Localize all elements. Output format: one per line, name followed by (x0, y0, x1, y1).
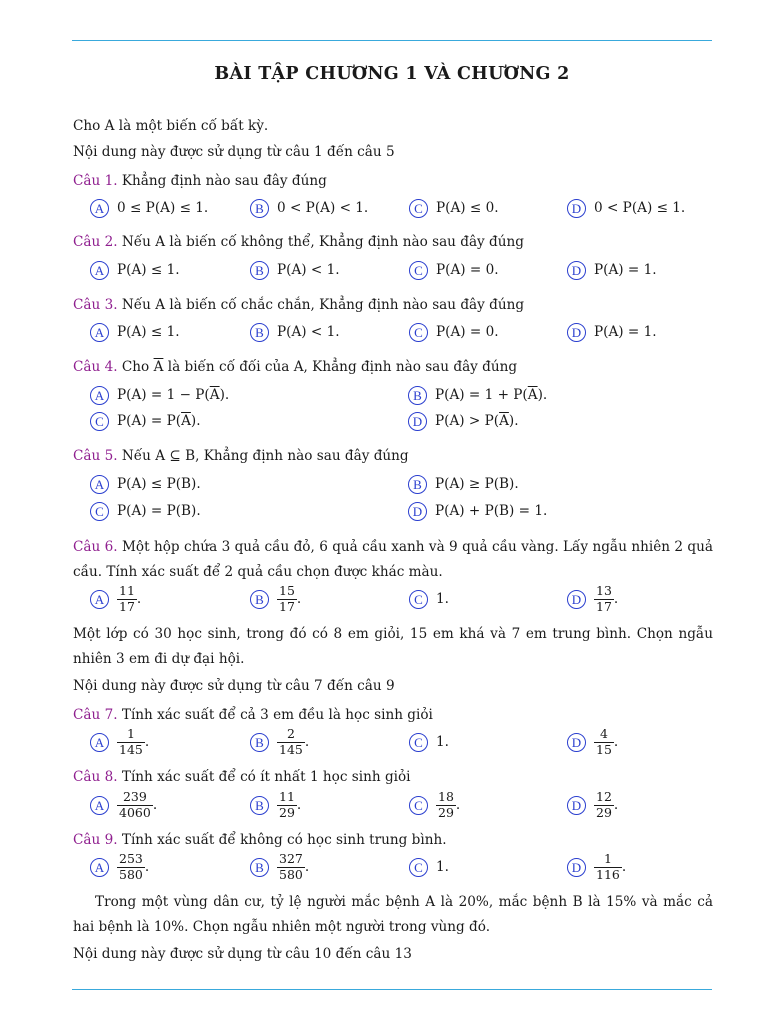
option-d-circle: D (408, 502, 427, 521)
question-8 (73, 765, 713, 790)
option-b-circle: B (250, 858, 269, 877)
fraction: $\frac{2}{145}$ (279, 726, 303, 757)
question-7 (73, 703, 713, 728)
q9-option-b[interactable]: B $\frac{327}{580}$ . (250, 853, 309, 881)
q4-option-d[interactable]: D P(A) > P( $\overline{A}$ ). (408, 407, 519, 435)
option-a-circle: A (90, 199, 109, 218)
option-a-circle: A (90, 796, 109, 815)
fraction: $\frac{11}{17}$ (119, 583, 135, 614)
q8-option-b[interactable]: B $\frac{11}{29}$ . (250, 791, 301, 819)
question-text: Tính xác suất để cả 3 em đều là học sinh giỏi (121, 707, 433, 723)
q9-option-c[interactable]: C 1. (409, 853, 449, 881)
fraction: $\frac{18}{29}$ (438, 789, 454, 820)
question-9 (73, 828, 713, 853)
q9-option-d[interactable]: D $\frac{1}{116}$ . (567, 853, 626, 881)
question-2 (73, 230, 713, 255)
q1-option-a[interactable]: A 0 ≤ P(A) ≤ 1. (90, 194, 208, 222)
q6-option-c[interactable]: C 1. (409, 585, 449, 613)
intro-2-text: Một lớp có 30 học sinh, trong đó có 8 em giỏi, 15 em khá và 7 em trung bình. Chọn ngẫu nhiên 3 em đi dự đại hội. (73, 626, 713, 667)
question-number: Câu 2. (73, 234, 118, 250)
option-c-circle: C (409, 323, 428, 342)
q2-option-d[interactable]: D P(A) = 1. (567, 256, 657, 284)
option-b-circle: B (250, 323, 269, 342)
fraction: $\frac{15}{17}$ (279, 583, 295, 614)
q5-option-c[interactable]: C P(A) = P(B). (90, 497, 201, 525)
option-d-circle: D (567, 323, 586, 342)
option-b-circle: B (250, 590, 269, 609)
option-c-circle: C (409, 796, 428, 815)
q9-option-a[interactable]: A $\frac{253}{580}$ . (90, 853, 149, 881)
option-d-circle: D (567, 261, 586, 280)
question-text: Tính xác suất để không có học sinh trung bình. (121, 832, 447, 848)
option-a-circle: A (90, 261, 109, 280)
q3-option-c[interactable]: C P(A) = 0. (409, 318, 499, 346)
fraction: $\frac{239}{4060}$ (119, 789, 151, 820)
q1-option-d[interactable]: D 0 < P(A) ≤ 1. (567, 194, 685, 222)
option-a-circle: A (90, 475, 109, 494)
option-b-circle: B (250, 261, 269, 280)
q7-option-b[interactable]: B $\frac{2}{145}$ . (250, 728, 309, 756)
intro-2-range: Nội dung này được sử dụng từ câu 7 đến câu 9 (73, 678, 395, 694)
option-d-circle: D (567, 590, 586, 609)
question-number: Câu 1. (73, 173, 118, 189)
fraction: $\frac{4}{15}$ (596, 726, 612, 757)
q6-option-d[interactable]: D $\frac{13}{17}$ . (567, 585, 618, 613)
option-c-circle: C (90, 412, 109, 431)
q4-option-c[interactable]: C P(A) = P( $\overline{A}$ ). (90, 407, 201, 435)
fraction: $\frac{1}{116}$ (596, 851, 620, 882)
fraction: $\frac{13}{17}$ (596, 583, 612, 614)
option-b-circle: B (408, 475, 427, 494)
question-number: Câu 4. (73, 359, 118, 375)
intro-line-2: Nội dung này được sử dụng từ câu 1 đến câu 5 (73, 144, 395, 160)
q3-option-b[interactable]: B P(A) < 1. (250, 318, 340, 346)
q1-option-c[interactable]: C P(A) ≤ 0. (409, 194, 499, 222)
fraction: $\frac{1}{145}$ (119, 726, 143, 757)
question-number: Câu 3. (73, 297, 118, 313)
question-number: Câu 5. (73, 448, 118, 464)
question-text: Nếu A là biến cố không thể, Khẳng định nào sau đây đúng (121, 234, 524, 250)
page-title: BÀI TẬP CHƯƠNG 1 VÀ CHƯƠNG 2 (214, 64, 570, 84)
option-c-circle: C (409, 199, 428, 218)
q2-option-b[interactable]: B P(A) < 1. (250, 256, 340, 284)
question-4: Câu 4. Cho $\overline{A}$ là biến cố đối của A, Khẳng định nào sau đây đúng (73, 359, 518, 375)
intro-3-text: Trong một vùng dân cư, tỷ lệ người mắc bệnh A là 20%, mắc bệnh B là 15% và mắc cả hai bệnh là 10%. Chọn ngẫu nhiên một người trong vùng đó. (73, 894, 713, 935)
q7-option-a[interactable]: A $\frac{1}{145}$ . (90, 728, 149, 756)
option-d-circle: D (567, 199, 586, 218)
option-c-circle: C (409, 590, 428, 609)
option-d-circle: D (408, 412, 427, 431)
option-d-circle: D (567, 796, 586, 815)
question-text: Tính xác suất để có ít nhất 1 học sinh giỏi (121, 769, 411, 785)
option-c-circle: C (409, 261, 428, 280)
option-d-circle: D (567, 858, 586, 877)
header-rule (72, 40, 712, 41)
option-c-circle: C (90, 502, 109, 521)
option-c-circle: C (409, 858, 428, 877)
option-a-circle: A (90, 323, 109, 342)
q3-option-a[interactable]: A P(A) ≤ 1. (90, 318, 180, 346)
question-3 (73, 293, 713, 318)
question-number: Câu 6. (73, 539, 118, 555)
question-text: Nếu A là biến cố chắc chắn, Khẳng định nào sau đây đúng (121, 297, 525, 313)
question-text: Khẳng định nào sau đây đúng (121, 173, 327, 189)
option-b-circle: B (250, 733, 269, 752)
q6-option-b[interactable]: B $\frac{15}{17}$ . (250, 585, 301, 613)
option-a-circle: A (90, 386, 109, 405)
q5-option-a[interactable]: A P(A) ≤ P(B). (90, 470, 201, 498)
footer-rule (72, 989, 712, 990)
q3-option-d[interactable]: D P(A) = 1. (567, 318, 657, 346)
q8-option-a[interactable]: A $\frac{239}{4060}$ . (90, 791, 157, 819)
q6-option-a[interactable]: A $\frac{11}{17}$ . (90, 585, 141, 613)
intro-3-range: Nội dung này được sử dụng từ câu 10 đến câu 13 (73, 946, 412, 962)
q1-option-b[interactable]: B 0 < P(A) < 1. (250, 194, 368, 222)
fraction: $\frac{253}{580}$ (119, 851, 143, 882)
q7-option-c[interactable]: C 1. (409, 728, 449, 756)
question-5 (73, 444, 713, 469)
option-b-circle: B (250, 796, 269, 815)
option-a-circle: A (90, 590, 109, 609)
question-number: Câu 7. (73, 707, 118, 723)
option-a-circle: A (90, 733, 109, 752)
question-text: Một hộp chứa 3 quả cầu đỏ, 6 quả cầu xanh và 9 quả cầu vàng. Lấy ngẫu nhiên 2 quả cầu. Tính xác suất để 2 quả cầu chọn được khác màu. (73, 539, 713, 580)
q5-option-b[interactable]: B P(A) ≥ P(B). (408, 470, 519, 498)
option-b-circle: B (408, 386, 427, 405)
fraction: $\frac{327}{580}$ (279, 851, 303, 882)
q7-option-d[interactable]: D $\frac{4}{15}$ . (567, 728, 618, 756)
q8-option-c[interactable]: C $\frac{18}{29}$ . (409, 791, 460, 819)
q4-option-b[interactable]: B P(A) = 1 + P( $\overline{A}$ ). (408, 381, 547, 409)
q5-option-d[interactable]: D P(A) + P(B) = 1. (408, 497, 547, 525)
fraction: $\frac{11}{29}$ (279, 789, 295, 820)
q2-option-a[interactable]: A P(A) ≤ 1. (90, 256, 180, 284)
q8-option-d[interactable]: D $\frac{12}{29}$ . (567, 791, 618, 819)
option-a-circle: A (90, 858, 109, 877)
intro-line-1: Cho A là một biến cố bất kỳ. (73, 118, 269, 134)
question-number: Câu 8. (73, 769, 118, 785)
fraction: $\frac{12}{29}$ (596, 789, 612, 820)
question-6 (73, 535, 713, 585)
q2-option-c[interactable]: C P(A) = 0. (409, 256, 499, 284)
option-b-circle: B (250, 199, 269, 218)
question-1 (73, 169, 713, 194)
q4-option-a[interactable]: A P(A) = 1 − P( $\overline{A}$ ). (90, 381, 229, 409)
question-text: Nếu A ⊆ B, Khẳng định nào sau đây đúng (121, 448, 409, 464)
question-number: Câu 9. (73, 832, 118, 848)
option-d-circle: D (567, 733, 586, 752)
option-c-circle: C (409, 733, 428, 752)
